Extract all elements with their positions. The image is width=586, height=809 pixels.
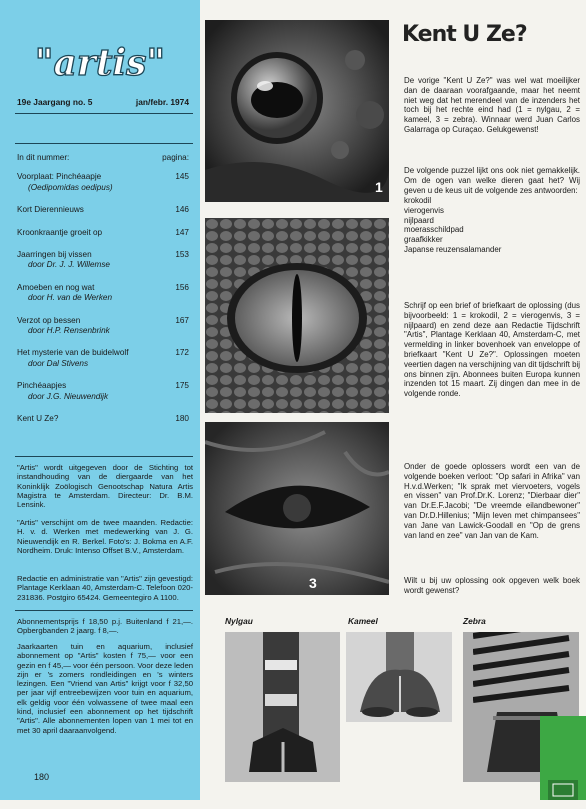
toc-item-page: 180 — [175, 414, 189, 424]
toc-item-page: 146 — [175, 205, 189, 215]
answer-choices — [404, 196, 580, 255]
article-title: Kent U Ze? — [402, 22, 527, 47]
list-item: nijlpaard — [404, 215, 434, 225]
toc-item-sub: door J.G. Nieuwendijk — [28, 391, 109, 401]
toc-item-title: Verzot op bessen — [17, 315, 81, 325]
toc-item[interactable] — [17, 381, 189, 402]
toc-item[interactable] — [17, 250, 189, 271]
issue-line — [17, 97, 189, 107]
species-label-zebra: Zebra — [463, 616, 486, 626]
toc-heading: In dit nummer: — [17, 153, 70, 162]
list-item: krokodil — [404, 196, 432, 205]
toc-item-title: Pinchéaapjes — [17, 381, 67, 391]
eye-photo-3 — [205, 422, 389, 595]
toc-item[interactable] — [17, 348, 189, 369]
toc-item-title: Kent U Ze? — [17, 414, 59, 424]
list-item: graafkikker — [404, 235, 443, 245]
membership-info: Jaarkaarten tuin en aquarium, inclusief abonnement op "Artis" kosten f 75,— voor een gezin en f 45,— voor één persoon. Voor deze leden zijn er 's zomers rondleidingen en 's winters lezingen. Een "Vriend van Artis" krijgt voor f 32,50 per jaar vijf entreebewijzen voor tuin en aquarium, elk geldig voor één volwassene of twee maal een kind, inclusief een abonnement op het tijdschrift "Artis". Alle abonnementen lopen van 1 mei tot en met 30 april daaraanvolgend. — [17, 642, 193, 735]
toc-item-page: 145 — [175, 172, 189, 182]
collector-badge — [548, 780, 578, 800]
divider — [15, 456, 193, 457]
toc-item[interactable] — [17, 283, 189, 304]
publisher-info: "Artis" wordt uitgegeven door de Stichting tot instandhouding van de diergaarde van het Koninklijk Zoölogisch Genootschap Natura Artis Magistra te Amsterdam. Directeur: Dr. B.M. Lensink. — [17, 463, 193, 510]
toc-item[interactable] — [17, 316, 189, 337]
toc-item[interactable] — [17, 414, 189, 424]
page-number: 180 — [34, 772, 50, 782]
species-label-nylgau: Nylgau — [225, 616, 253, 626]
address-info: Redactie en administratie van "Artis" zijn gevestigd: Plantage Kerklaan 40, Amsterdam-C. Telefoon 020-231836. Postgiro 65424. Gemeentegiro A 1100. — [17, 574, 193, 602]
article-intro: De vorige "Kent U Ze?" was wel wat moeilijker dan de daaraan voorafgaande, maar het neemt niet weg dat het merendeel van de inzenders het toch bij het rechte eind had (1 = nylgau, 2 = kameel, 3 = zebra). Winnaar werd Juan Carlos Galarraga op Curaçao. Gelukgewenst! — [404, 76, 580, 134]
photo-number-3: 3 — [309, 575, 317, 591]
toc-item[interactable] — [17, 228, 189, 238]
editorial-info: "Artis" verschijnt om de twee maanden. Redactie: H. v. d. Werken met medewerking van J. G. Nieuwendijk en R. Berkel. Foto's: J. Bokma en A.F. Nordheim. Druk: Intenso Offset B.V., Amsterdam. — [17, 518, 193, 555]
species-label-kameel: Kameel — [348, 616, 378, 626]
article-instructions: Schrijf op een brief of briefkaart de oplossing (dus bijvoorbeeld: 1 = krokodil, 2 = vierogenvis, 3 = nijlpaard) en zend deze aan Redactie Tijdschrift "Artis", Plantage Kerklaan 40, Amsterdam-C, met vermelding in linker bovenhoek van enveloppe of briefkaart "Kent U Ze?". Oplossingen moeten veertien dagen na verschijning van dit tijdschrift bij ons binnen zijn. Abonnees buiten Europa kunnen inzenden tot 15 maart. Zij dingen dan mee in de volgende ronde. — [404, 301, 580, 399]
issue-number: 19e Jaargang no. 5 — [17, 97, 93, 107]
toc-page-label: pagina: — [162, 153, 189, 162]
article-closing: Wilt u bij uw oplossing ook opgeven welk boek wordt gewenst? — [404, 576, 580, 595]
toc-item-sub: door H. van de Werken — [28, 293, 113, 303]
kameel-foot-photo — [346, 632, 452, 722]
eye-photo-2 — [205, 218, 389, 413]
toc-item-page: 172 — [175, 348, 189, 358]
toc-item-sub: (Oedipomidas oedipus) — [28, 182, 113, 192]
eye-photo-1 — [205, 20, 389, 202]
issue-date: jan/febr. 1974 — [135, 97, 189, 107]
toc-item-page: 175 — [175, 381, 189, 391]
toc-item[interactable] — [17, 172, 189, 193]
toc-item-sub: door H.P. Rensenbrink — [28, 326, 110, 336]
nylgau-hoof-photo — [225, 632, 340, 782]
list-item: moerasschildpad — [404, 225, 464, 235]
toc-item-title: Amoeben en nog wat — [17, 282, 95, 292]
divider — [15, 610, 193, 611]
toc-item-sub: door Dr. J. J. Willemse — [28, 260, 110, 270]
toc-item-sub: door Dal Stivens — [28, 358, 89, 368]
toc-item-page: 147 — [175, 227, 189, 237]
toc-item-title: Voorplaat: Pinchéaapje — [17, 172, 102, 182]
subscription-price: Abonnementsprijs f 18,50 p.j. Buitenland f 21,—. Opbergbanden 2 jaarg. f 8,—. — [17, 617, 193, 636]
toc-item-title: Jaarringen bij vissen — [17, 250, 92, 260]
toc-item-title: Kort Dierennieuws — [17, 205, 84, 215]
article-prizes: Onder de goede oplossers wordt een van de volgende boeken verloot: "Op safari in Afrika" van H.v.d.Werken; "Ik sprak met viervoeters, vogels en vissen" van Prof.Dr.K. Lorenz; "Dierbaar dier" van Dr.E.F.Jacobi; "De vreemde eilandbewoner" van Dr.D.Hillenius; "Mijn leven met chimpansees" van Jane van Lawick-Goodall en "Op de grens van land en zee" van Jan van de Kam. — [404, 462, 580, 540]
toc-item-page: 167 — [175, 315, 189, 325]
toc-item-page: 153 — [175, 250, 189, 260]
toc-item-page: 156 — [175, 282, 189, 292]
svg-text:"artis": "artis" — [34, 42, 166, 84]
divider — [15, 113, 193, 114]
toc-item-title: Kroonkraantje groeit op — [17, 227, 103, 237]
toc-item-title: Het mysterie van de buidelwolf — [17, 348, 129, 358]
list-item: Japanse reuzensalamander — [404, 244, 502, 254]
list-item: vierogenvis — [404, 205, 444, 215]
sidebar-panel — [0, 0, 200, 800]
photo-number-1: 1 — [375, 179, 383, 195]
toc-item[interactable] — [17, 205, 189, 215]
article-question: De volgende puzzel lijkt ons ook niet gemakkelijk. Om de ogen van welke dieren gaat het? Wij geven u de keus uit de volgende zes antwoorden: — [404, 166, 580, 195]
artis-logo — [14, 42, 186, 84]
divider — [15, 143, 193, 144]
table-of-contents — [17, 153, 189, 437]
